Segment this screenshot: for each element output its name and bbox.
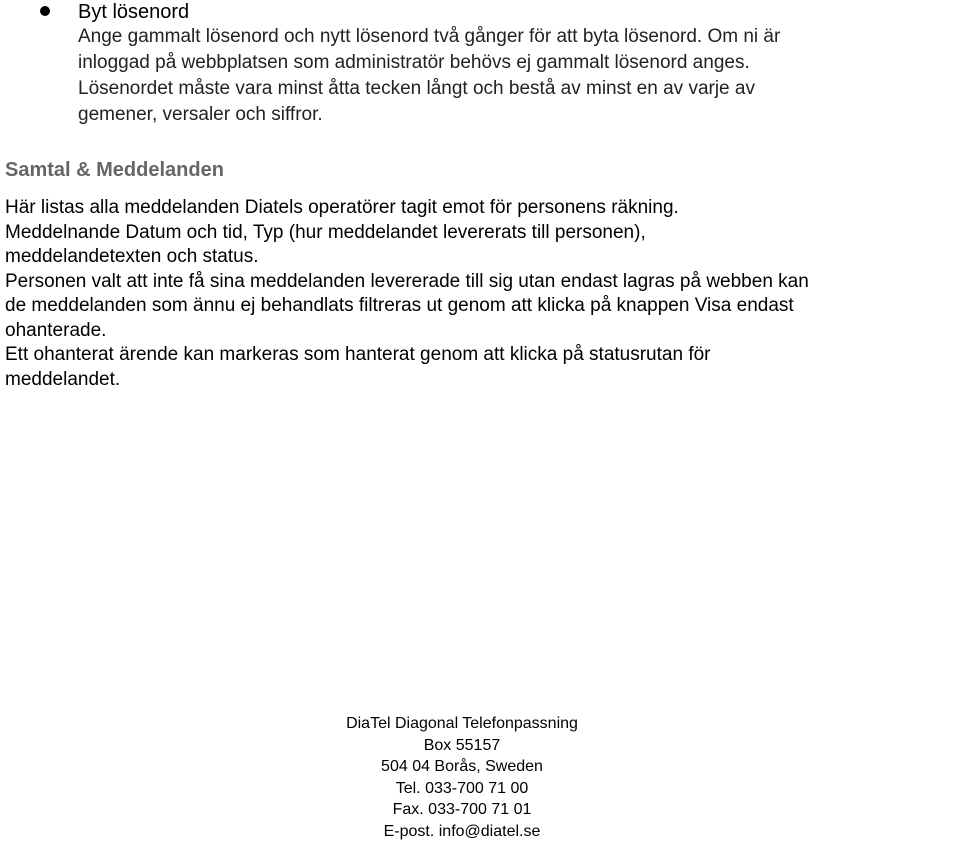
- footer-email: E-post. info@diatel.se: [383, 822, 541, 840]
- footer-city: 504 04 Borås, Sweden: [381, 758, 543, 775]
- footer-company-name: DiaTel Diagonal Telefonpassning: [346, 715, 578, 732]
- bullet-line: Lösenordet måste vara minst åtta tecken långt och bestå av minst en av varje av: [78, 78, 755, 99]
- bullet-title: Byt lösenord: [78, 1, 190, 23]
- body-line: Personen valt att inte få sina meddelanden levererade till sig utan endast lagras på webben kan: [5, 270, 809, 292]
- footer-fax: Fax. 033-700 71 01: [392, 801, 532, 818]
- bullet-line: Ange gammalt lösenord och nytt lösenord två gånger för att byta lösenord. Om ni är: [78, 26, 781, 47]
- bullet-line: inloggad på webbplatsen som administratör behövs ej gammalt lösenord anges.: [78, 52, 750, 73]
- section-body: [5, 196, 955, 392]
- bullet-dot-icon: [40, 6, 50, 16]
- body-line: meddelandet.: [5, 368, 121, 390]
- company-footer: [0, 713, 924, 842]
- footer-box: Box 55157: [423, 736, 501, 754]
- body-line: Ett ohanterat ärende kan markeras som hanterat genom att klicka på statusrutan för: [5, 344, 711, 365]
- body-line: meddelandetexten och status.: [5, 246, 259, 267]
- body-line: Här listas alla meddelanden Diatels operatörer tagit emot för personens räkning.: [5, 197, 679, 218]
- body-line: ohanterade.: [5, 319, 107, 341]
- bullet-line: gemener, versaler och siffror.: [78, 104, 323, 125]
- body-line: Meddelnande Datum och tid, Typ (hur meddelandet levererats till personen),: [5, 221, 646, 243]
- bullet-description: [78, 24, 780, 128]
- section-heading: Samtal & Meddelanden: [5, 159, 224, 181]
- footer-phone: Tel. 033-700 71 00: [395, 779, 529, 797]
- body-line: de meddelanden som ännu ej behandlats filtreras ut genom att klicka på knappen Visa endast: [5, 295, 794, 316]
